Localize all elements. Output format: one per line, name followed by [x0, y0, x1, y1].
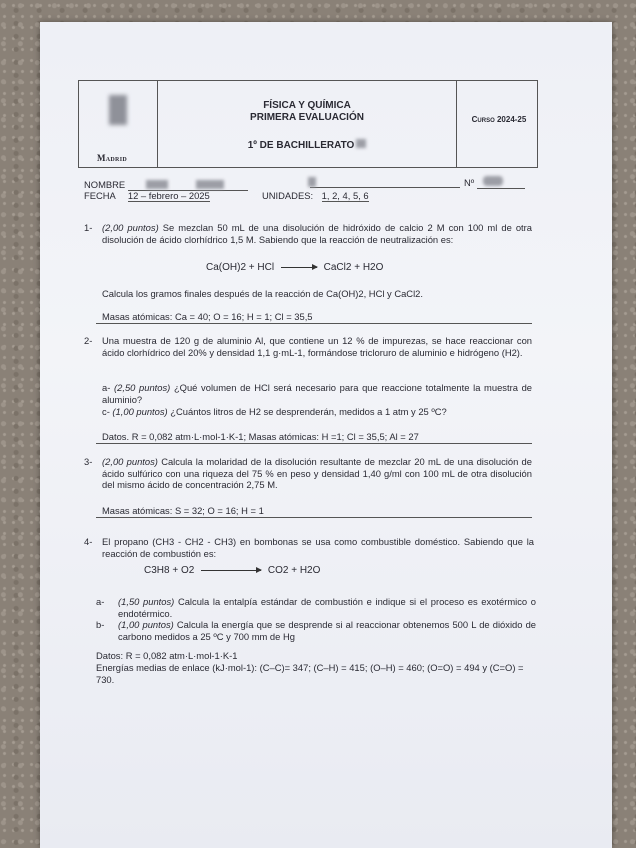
subject-title: FÍSICA Y QUÍMICA — [263, 100, 351, 111]
unidades-row — [262, 190, 369, 202]
q1-points: (2,00 puntos) — [102, 222, 159, 233]
numero-field — [477, 178, 525, 189]
divider-2 — [96, 443, 532, 444]
q2-c-label: c- — [102, 406, 110, 417]
q1-ask: Calcula los gramos finales después de la reacción de Ca(OH)2, HCl y CaCl2. — [102, 288, 423, 299]
q2-a-label: a- — [102, 382, 111, 393]
course-label: Curso 2024-25 — [471, 115, 527, 124]
q2-data: Datos. R = 0,082 atm·L·mol-1·K-1; Masas atómicas: H =1; Cl = 35,5; Al = 27 — [102, 431, 419, 442]
header-box — [78, 80, 538, 168]
q4-a-label: a- — [96, 596, 105, 607]
q4-a-points: (1,50 puntos) — [118, 596, 175, 607]
fecha-label: FECHA — [84, 190, 116, 201]
question-1 — [84, 222, 532, 245]
reaction-arrow-icon — [201, 570, 261, 571]
q2-a-points: (2,50 puntos) — [114, 382, 171, 393]
q4-data-2: Energías medias de enlace (kJ·mol-1): (C–C)= 347; (C–H) = 415; (O–H) = 460; (O=O) = 494 y (C=O) = 730. — [96, 662, 524, 685]
q3-body — [102, 456, 532, 491]
q1-products: CaCl2 + H2O — [323, 262, 384, 273]
q4-products: CO2 + H2O — [267, 565, 321, 576]
evaluation-title: PRIMERA EVALUACIÓN — [250, 112, 364, 123]
city-label: Madrid — [97, 153, 127, 163]
logo-cell — [79, 81, 158, 167]
q1-reactants: Ca(OH)2 + HCl — [206, 262, 275, 273]
q4-a-text: Calcula la entalpía estándar de combustión e indique si el proceso es exotérmico o endotérmico. — [118, 596, 536, 619]
q4-number: 4- — [84, 536, 93, 547]
q4-reactants: C3H8 + O2 — [144, 565, 195, 576]
level-title: 1º DE BACHILLERATO — [157, 139, 457, 151]
q2-a-text: ¿Qué volumen de HCl será necesario para que reaccione totalmente la muestra de aluminio? — [102, 382, 533, 405]
fecha-value: 12 – febrero – 2025 — [127, 190, 210, 201]
redacted-logo — [109, 95, 127, 125]
q4-text: El propano (CH3 - CH2 - CH3) en bombonas se usa como combustible doméstico. Sabiendo que la reacción de combustión es: — [102, 536, 534, 559]
q4-part-a — [96, 596, 536, 619]
nombre-field — [128, 180, 248, 191]
q3-data: Masas atómicas: S = 32; O = 16; H = 1 — [102, 505, 264, 516]
question-2 — [84, 335, 532, 358]
q2-c-text: ¿Cuántos litros de H2 se desprenderán, medidos a 1 atm y 25 ºC? — [170, 406, 447, 417]
q4-b-points: (1,00 puntos) — [118, 619, 174, 630]
numero-label: Nº — [464, 177, 475, 188]
q1-text: Se mezclan 50 mL de una disolución de hidróxido de calcio 2 M con 100 ml de otra disolución de ácido clorhídrico 1,5 M. Sabiendo que la reacción de neutralización es: — [102, 222, 533, 245]
redacted-mark — [308, 177, 316, 187]
numero-row — [464, 177, 525, 189]
course-cell — [456, 81, 537, 167]
q2-part-a — [102, 382, 532, 405]
divider-1 — [96, 323, 532, 324]
q4-a-body — [118, 596, 536, 619]
q3-points: (2,00 puntos) — [102, 456, 158, 467]
q4-b-text: Calcula la energía que se desprende si al reaccionar obtenemos 500 L de dióxido de carbono medidos a 25 ºC y 700 mm de Hg — [118, 619, 536, 642]
unidades-value: 1, 2, 4, 5, 6 — [321, 190, 369, 201]
q3-text: Calcula la molaridad de la disolución resultante de mezclar 20 mL de una disolución de ácido sulfúrico con una riqueza del 75 % en peso y densidad 1,40 g/ml con 100 mL de otra disolución del mismo ácido de concentración 2,75 M. — [102, 456, 532, 491]
q2-c-points: (1,00 puntos) — [112, 406, 168, 417]
question-3 — [84, 456, 532, 491]
q1-data: Masas atómicas: Ca = 40; O = 16; H = 1; Cl = 35,5 — [102, 311, 313, 322]
top-line — [310, 187, 460, 188]
q1-equation — [206, 262, 383, 273]
nombre-row — [84, 179, 248, 191]
q4-b-body — [118, 619, 536, 642]
redacted-letter — [356, 139, 366, 148]
q1-body — [102, 222, 532, 245]
q2-text: Una muestra de 120 g de aluminio Al, que contiene un 12 % de impurezas, se hace reaccionar con ácido clorhídrico del 20% y densidad 1,1 g·mL-1, formándose tricloruro de aluminio e hidrógeno (H2). — [102, 335, 532, 358]
q2-part-c — [102, 406, 532, 418]
q4-data-1: Datos: R = 0,082 atm·L·mol-1·K-1 — [96, 650, 238, 661]
q3-number: 3- — [84, 456, 93, 467]
fecha-row — [84, 190, 210, 202]
unidades-label: UNIDADES: — [262, 190, 314, 201]
q4-part-b — [96, 619, 536, 642]
q2-number: 2- — [84, 335, 93, 346]
q1-number: 1- — [84, 222, 93, 233]
q4-b-label: b- — [96, 619, 105, 630]
exam-sheet — [40, 22, 612, 848]
q4-equation — [144, 565, 320, 576]
reaction-arrow-icon — [281, 267, 317, 268]
nombre-label: NOMBRE — [84, 179, 126, 190]
question-4 — [84, 536, 534, 559]
divider-3 — [96, 517, 532, 518]
